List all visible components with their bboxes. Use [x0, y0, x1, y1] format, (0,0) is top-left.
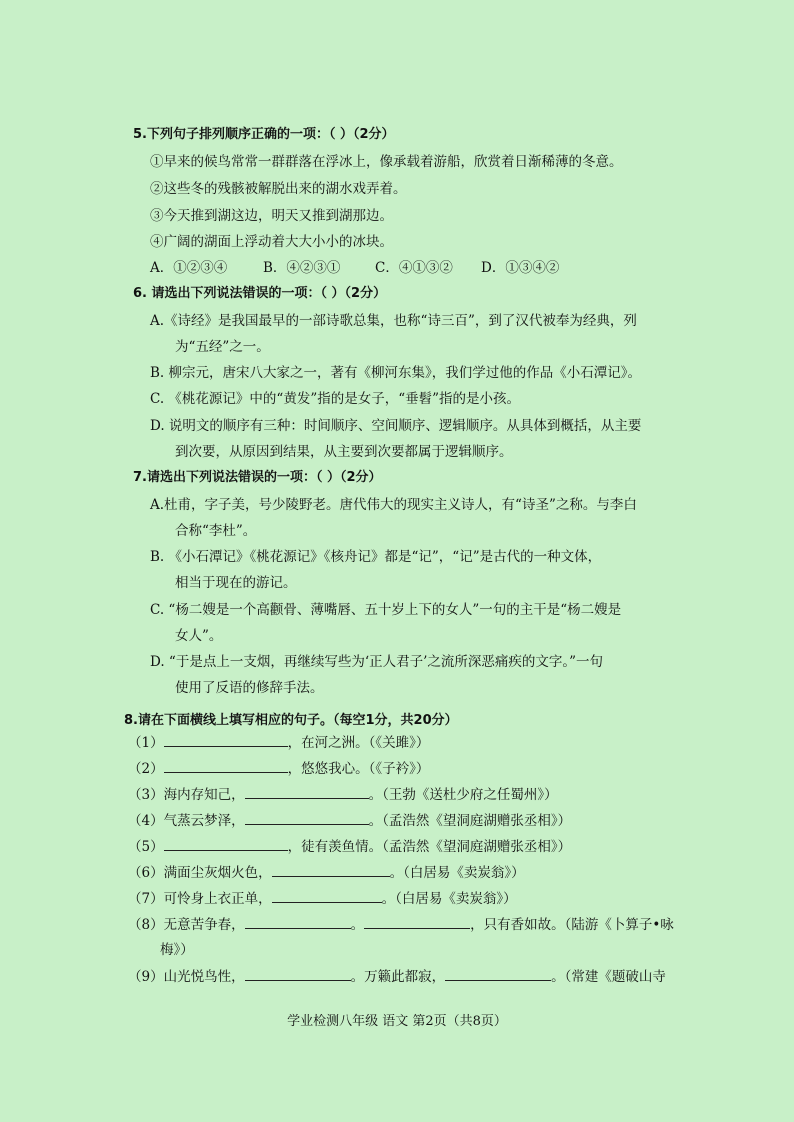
q8-item-9-mid: 。万籁此都寂， — [350, 969, 446, 985]
q8-item-4-text: 。（孟浩然《望洞庭湖赠张丞相》） — [368, 813, 572, 829]
q8-item-2-number: （2） — [128, 761, 164, 777]
q8-blank-7[interactable] — [272, 889, 382, 903]
q8-item-8-prefix: （8）无意苦争春， — [128, 917, 245, 933]
q8-blank-9a[interactable] — [245, 967, 351, 981]
q8-blank-3[interactable] — [245, 785, 369, 799]
q8-item-3 — [128, 785, 558, 804]
page-footer: 学业检测八年级 语文 第2页（共8页） — [287, 1014, 507, 1029]
q5-option-b: B．④②③① — [263, 260, 341, 276]
q7-option-a-line2: 合称“李杜”。 — [175, 523, 257, 539]
q8-item-5 — [128, 837, 571, 856]
q7-option-c-line1: C. “杨二嫂是一个高颧骨、薄嘴唇、五十岁上下的女人”一句的主干是“杨二嫂是 — [150, 602, 622, 618]
q8-item-8 — [128, 915, 674, 934]
q5-stem: 5.下列句子排列顺序正确的一项：（ ）（2分） — [133, 127, 395, 142]
q7-option-c-line2: 女人”。 — [175, 628, 223, 644]
q8-item-5-number: （5） — [128, 839, 164, 855]
q8-item-3-text: 。（王勃《送杜少府之任蜀州》） — [368, 787, 558, 803]
q8-blank-9b[interactable] — [445, 967, 551, 981]
q8-item-4-prefix: （4）气蒸云梦泽， — [128, 813, 245, 829]
q5-option-d: D．①③④② — [481, 260, 560, 276]
q8-blank-8a[interactable] — [245, 915, 351, 929]
q8-item-7-text: 。（白居易《卖炭翁》） — [381, 891, 517, 907]
q6-option-b: B. 柳宗元，唐宋八大家之一，著有《柳河东集》，我们学过他的作品《小石潭记》。 — [150, 365, 642, 381]
q5-sentence-1: ①早来的候鸟常常一群群落在浮冰上，像承载着游船，欣赏着日渐稀薄的冬意。 — [150, 154, 623, 170]
q6-option-d-line1: D. 说明文的顺序有三种：时间顺序、空间顺序、逻辑顺序。从具体到概括，从主要 — [150, 418, 642, 434]
q8-blank-4[interactable] — [245, 811, 369, 825]
q8-blank-5[interactable] — [164, 837, 288, 851]
q6-option-c: C. 《桃花源记》中的“黄发”指的是女子，“垂髫”指的是小孩。 — [150, 391, 521, 407]
q8-item-1-text: ，在河之洲。（《关雎》） — [287, 735, 430, 751]
q8-blank-1[interactable] — [164, 733, 288, 747]
q5-option-c: C．④①③② — [375, 260, 453, 276]
q6-option-a-line1: A.《诗经》是我国最早的一部诗歌总集，也称“诗三百”，到了汉代被奉为经典，列 — [150, 313, 637, 329]
q8-blank-6[interactable] — [272, 863, 390, 877]
q8-item-8-mid: 。 — [350, 917, 365, 933]
q8-item-9 — [128, 967, 666, 986]
q5-sentence-2: ②这些冬的残骸被解脱出来的湖水戏弄着。 — [150, 181, 407, 197]
q8-item-8-text: ，只有香如故。（陆游《卜算子•咏 — [470, 917, 674, 933]
q8-item-1-number: （1） — [128, 735, 164, 751]
q7-option-d-line2: 使用了反语的修辞手法。 — [175, 680, 324, 696]
q8-blank-8b[interactable] — [364, 915, 470, 929]
q8-item-6-prefix: （6）满面尘灰烟火色， — [128, 865, 272, 881]
q5-sentence-3: ③今天推到湖这边，明天又推到湖那边。 — [150, 208, 393, 224]
q6-option-d-line2: 到次要，从原因到结果，从主要到次要都属于逻辑顺序。 — [175, 444, 513, 460]
q8-item-1 — [128, 733, 429, 752]
q5-option-a: A．①②③④ — [150, 260, 228, 276]
q5-sentence-4: ④广阔的湖面上浮动着大大小小的冰块。 — [150, 234, 393, 250]
q8-blank-2[interactable] — [164, 759, 288, 773]
q8-item-6 — [128, 863, 525, 882]
q8-item-7 — [128, 889, 517, 908]
q8-item-8-continued: 梅》） — [160, 942, 194, 958]
q8-item-9-prefix: （9）山光悦鸟性， — [128, 969, 245, 985]
q8-item-5-text: ，徒有羡鱼情。（孟浩然《望洞庭湖赠张丞相》） — [287, 839, 572, 855]
q8-item-3-prefix: （3）海内存知己， — [128, 787, 245, 803]
q6-option-a-line2: 为“五经”之一。 — [175, 339, 270, 355]
q8-item-6-text: 。（白居易《卖炭翁》） — [389, 865, 525, 881]
q7-option-d-line1: D. “于是点上一支烟，再继续写些为‘正人君子’之流所深恶痛疾的文字。”一句 — [150, 654, 604, 670]
q8-item-7-prefix: （7）可怜身上衣正单， — [128, 891, 272, 907]
q7-stem: 7.请选出下列说法错误的一项：（ ）（2分） — [133, 470, 382, 485]
q8-item-2 — [128, 759, 429, 778]
q8-item-9-text: 。（常建《题破山寺 — [551, 969, 666, 985]
q7-option-b-line2: 相当于现在的游记。 — [175, 575, 297, 591]
q8-item-4 — [128, 811, 571, 830]
q8-stem: 8.请在下面横线上填写相应的句子。（每空1分，共20分） — [124, 713, 458, 728]
q7-option-a-line1: A.杜甫，字子美，号少陵野老。唐代伟大的现实主义诗人，有“诗圣”之称。与李白 — [150, 497, 637, 513]
q7-option-b-line1: B. 《小石潭记》《桃花源记》《核舟记》都是“记”，“记”是古代的一种文体， — [150, 549, 602, 565]
q6-stem: 6. 请选出下列说法错误的一项：（ ）（2分） — [133, 286, 387, 301]
q8-item-2-text: ，悠悠我心。（《子衿》） — [287, 761, 430, 777]
